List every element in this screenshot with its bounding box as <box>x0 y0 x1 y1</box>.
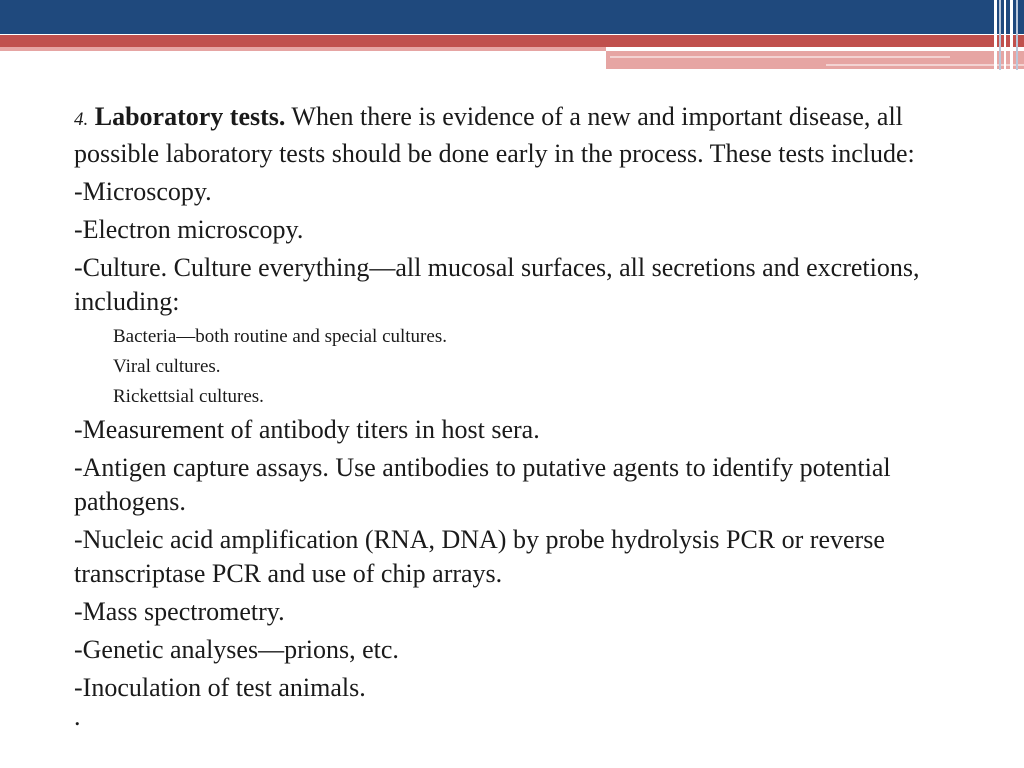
sub-list-item: Viral cultures. <box>113 356 221 377</box>
header-stripe <box>994 0 997 70</box>
item-number: 4. <box>74 109 89 130</box>
section-heading: Laboratory tests. <box>94 102 286 131</box>
intro-text: When there is evidence of a new and important disease, all possible laboratory tests should be done early in the process. These tests include: <box>74 102 915 168</box>
header-red-bar <box>0 35 1024 47</box>
list-item: -Measurement of antibody titers in host sera. <box>74 415 540 444</box>
trailing-dot: . <box>74 702 81 731</box>
header-stripe <box>1004 0 1006 70</box>
sub-list-item: Bacteria—both routine and special cultures. <box>113 326 447 347</box>
header-stripe <box>999 0 1001 70</box>
header-stripe <box>1010 0 1013 70</box>
header-blue-bar <box>0 0 1024 34</box>
slide-header-decoration <box>0 0 1024 80</box>
list-item: -Mass spectrometry. <box>74 597 285 626</box>
intro-paragraph <box>74 100 974 171</box>
header-thin-line <box>610 56 950 58</box>
list-item: -Inoculation of test animals. <box>74 673 366 702</box>
list-item: -Genetic analyses—prions, etc. <box>74 635 399 664</box>
sub-list-item: Rickettsial cultures. <box>113 386 264 407</box>
slide-body <box>74 100 974 731</box>
list-item: -Nucleic acid amplification (RNA, DNA) by probe hydrolysis PCR or reverse transcriptase PCR and use of chip arrays. <box>74 525 885 588</box>
header-pink-strip <box>0 47 606 51</box>
list-item: -Antigen capture assays. Use antibodies to putative agents to identify potential pathogens. <box>74 453 891 516</box>
list-item: -Microscopy. <box>74 177 212 206</box>
header-stripe <box>1016 0 1018 70</box>
header-pink-block <box>606 51 1024 69</box>
list-item: -Culture. Culture everything—all mucosal surfaces, all secretions and excretions, including: <box>74 253 920 316</box>
list-item: -Electron microscopy. <box>74 215 304 244</box>
